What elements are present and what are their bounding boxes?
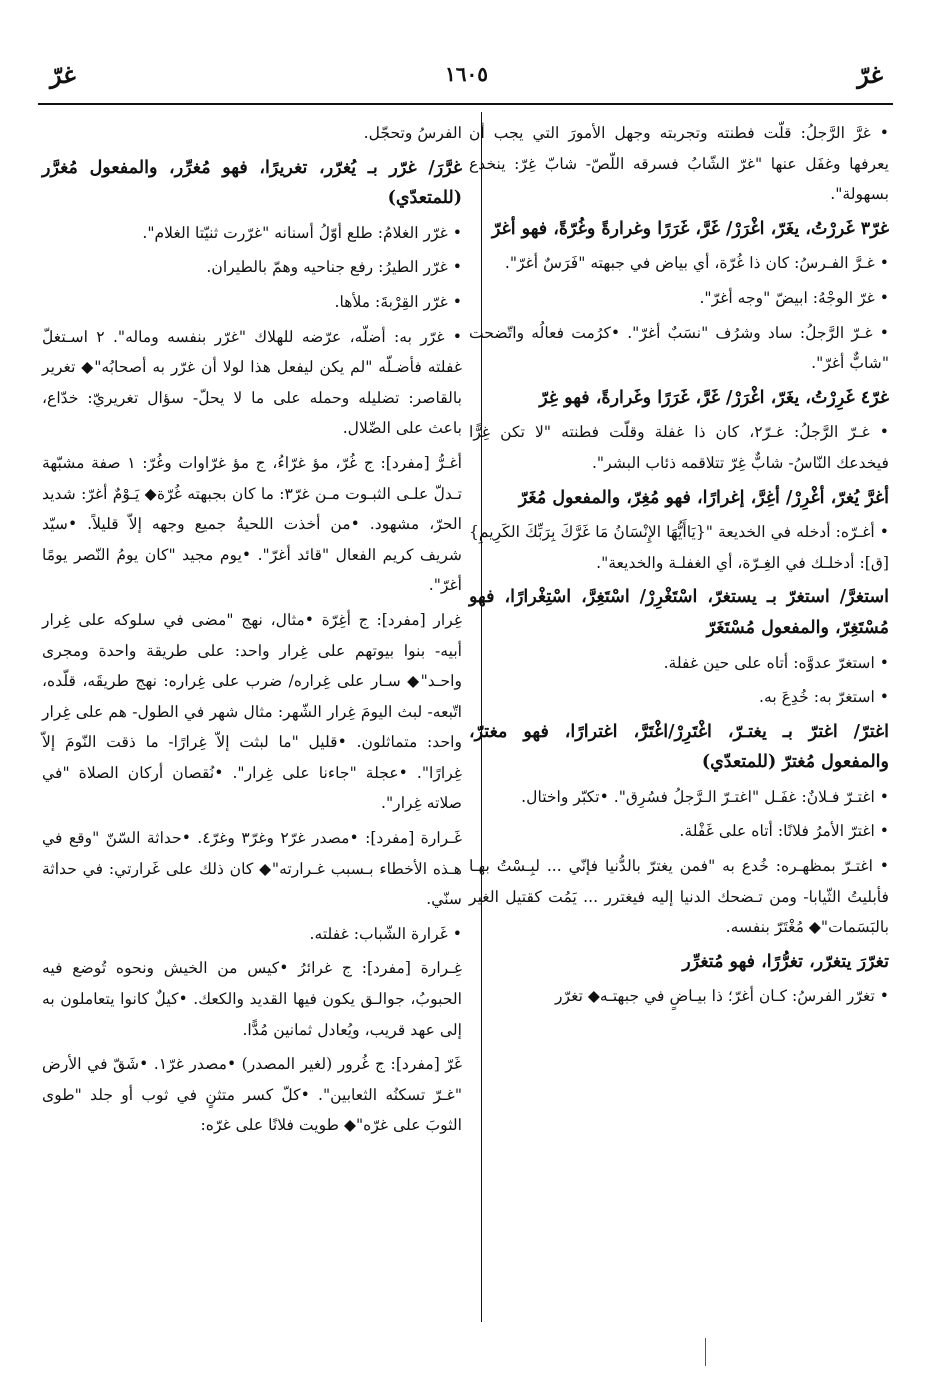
scan-mark (705, 1338, 706, 1366)
page-number: ١٦٠٥ (445, 62, 488, 86)
entry-paragraph: غِـرارة [مفرد]: ج غرائرُ •كيس من الخيش ونحوه تُوضع فيه الحبوبُ، جوالـق يكون فيها القديد والكعك. •كيلٌ كانوا يتعاملون به إلى عهد قريب، ويُعادل ثمانين مُدًّا. (42, 959, 462, 1039)
entry-paragraph: • غرّر الغلامُ: طلع أوّلُ أسنانه "غرّرت ثنيّتا الغلام". (142, 223, 462, 242)
entry-paragraph: • غرّر به: أضلّه، عرّضه للهلاك "غرّر بنفسه وماله". ٢ اسـتغلّ غفلته فأضـلّه "لم يكن ليفعل هذا لولا أن غرّر به أصحابُه"◆ تغرير بالقاصر: تضليله وحمله على ما لا يحلّ- سؤال تغريريّ: خدّاع، باعث على الضّلال. (42, 327, 462, 438)
entry-headword: استغرَّ/ استغرّ بـ يستغرّ، اسْتَغْرِرْ/ اسْتَغِرَّ، اسْتِغْرارًا، فهو مُسْتَغِرّ، والمفعول مُسْتَغَرّ (469, 587, 889, 638)
entry-paragraph: • غرّر القِرْبةَ: ملأها. (334, 292, 462, 311)
entry-paragraph: • غـرّ الرَّجلُ: ساد وشرُف "نسَبٌ أغرّ". •كرُمت فعالُه واتّضحت "شابٌّ أغرّ". (469, 323, 889, 373)
entry-paragraph: • اغتـرّ فـلانٌ: غفَـل "اغتـرّ الـرَّجلُ فسُرِق". •تكبّر واختال. (521, 787, 889, 806)
entry-paragraph: • غرَّ الرَّجلُ: قلّت فطنته وتجربته وجهل الأمورَ التي يجب أن يعرفها وغفَل عنها "غرّ الشّابُ فسرقه اللّصّ- شابّ غِرّ: ينخدع بسهولة". (469, 124, 889, 204)
header-rule (38, 103, 893, 105)
entry-paragraph: • غـرّ الرَّجلُ: غـرّ٢، كان ذا غفلة وقلّت فطنته "لا تكن غِرًّا فيخدعك النّاسُ- شابٌّ غِرّ تتلاقمه ذئاب البشر". (469, 423, 889, 472)
entry-headword: تغرّرَ يتغرّر، تغرُّرًا، فهو مُتغرِّر (682, 951, 889, 972)
entry-headword: غرّ٤ غَرِرْتُ، يغَرّ، اغْرَرْ/ غَرَّ، غَرَرًا وغَرارةً، فهو غِرّ (539, 387, 889, 408)
entry-paragraph: • غـرَّ الفـرسُ: كان ذا غُرّة، أي بياض في جبهته "فَرَسٌ أغرّ". (504, 254, 889, 273)
header-guide-word-left: غرّ (50, 60, 76, 89)
entry-paragraph: أغـرُّ [مفرد]: ج غُرّ، مؤ غرّاءُ، ج مؤ غرّاوات وغُرّ: ١ صفة مشبّهة تـدلّ علـى الثبـوت مـن غرّ٣: ما كان بجبهته غُرّة◆ يَـوْمٌ أغرّ: شديد الحرّ، مشهود. •من أخذت اللحيةُ جميع وجهه إلاّ قليلاً. •سيّد شريف كريم الفعال "قائد أغرّ". •يوم مجيد "كان يومُ النّصر يومًا أغرّ". (42, 453, 462, 595)
entry-headword: اغترّ/ اغترّ بـ يغتـرّ، اغْتَرِرْ/اغْتَرَّ، اغترارًا، فهو مغترّ، والمفعول مُغترّ (للمتعدّي) (469, 721, 889, 773)
entry-paragraph: • غَرارة الشّباب: غفلته. (309, 924, 462, 943)
entry-headword: غرَّرَ/ غرّر بـ يُغرّر، تغريرًا، فهو مُغرِّر، والمفعول مُغرَّر (للمتعدّي) (42, 157, 462, 209)
right-column (469, 118, 889, 1016)
entry-paragraph: • غرّ الوجْهُ: ابيضّ "وجه أغرّ". (699, 288, 889, 307)
entry-paragraph: الفرسُ وتحجّل. (363, 124, 462, 142)
entry-paragraph: • استغرّ به: خُدِعَ به. (759, 688, 889, 707)
entry-paragraph: • اغتـرّ بمظهـره: خُدع به "فمن يغترّ بالدُّنيا فإنّي ... لبِـسْتُ بهـا فأبليتُ الثّيابا- ومن تـضحك الدنيا إليه فيغترر ... يَمُت كقتيل الغير بالبَسَمات"◆ مُغْتَرّ بنفسه. (469, 857, 889, 937)
left-column (42, 118, 462, 1145)
entry-paragraph: • اغترّ الأمرُ فلانًا: أتاه على غَفْلة. (679, 822, 889, 841)
entry-paragraph: غَـرارة [مفرد]: •مصدر غرّ٢ وغرّ٣ وغرّ٤. •حداثة السّنّ "وقع في هـذه الأخطاء بـسبب غـرارته"◆ كان ذلك على غَرارتي: في حداثة سنّي. (42, 829, 463, 909)
entry-headword: غرّ٣ غَررْتُ، يغَرّ، اغْرَرْ/ غَرَّ، غَرَرًا وغرارةً وغُرّةً، فهو أغرّ (491, 218, 889, 239)
entry-headword: أغرَّ يُغرّ، أغْرِرْ/ أغِرَّ، إغرارًا، فهو مُغِرّ، والمفعول مُغَرّ (518, 487, 889, 508)
entry-paragraph: • غرّر الطيرُ: رفع جناحيه وهمّ بالطيران. (206, 258, 462, 277)
entry-paragraph: • استغرّ عدوَّه: أتاه على حين غفلة. (663, 653, 889, 672)
entry-paragraph: غَرّ [مفرد]: ج غُرور (لغير المصدر) •مصدر غرّ١. •شَقّ في الأرض "غـرّ تسكنُه الثعابين". •كلّ كسر متثنٍ في ثوب أو جلد "طوى الثوبَ على غرّه"◆ طويت فلانًا على غرّه: (42, 1055, 463, 1135)
page-header (40, 58, 893, 98)
header-guide-word-right: غرّ (857, 60, 883, 89)
entry-paragraph: • تغرّر الفرسُ: كـان أغرّ؛ ذا بيـاضٍ في جبهتـه◆ تغرّر (554, 987, 889, 1006)
entry-paragraph: غِرار [مفرد]: ج أغِرّة •مثال، نهج "مضى في سلوكه على غِرار أبيه- بنوا بيوتهم على غِرار واحد: على طريقة واحدة ومجرى واحـد"◆ سـار على غِراره/ ضرب على غِراره: نهج طريقَه، قلّده، اتّبعه- لبث اليومَ غِرار الشّهر: مثال شهر في الطول- هم على غِرار واحد: متماثلون. •قليل "ما لبثت إلاّ غِرارًا- ما ذقت النّومَ إلاّ غِرارًا". •عجلة "جاءنا على غِرار". •نُقصان أركان الصلاة "في صلاته غِرار". (42, 610, 462, 813)
entry-paragraph: • أغـرّه: أدخله في الخديعة "{يَاأَيُّهَا الإِنْسَانُ مَا غَرَّكَ بِرَبِّكَ الكَرِيمِ} [ق]: أدخلـك في الغِـرّة، أي الغفلـة والخديعة". (469, 523, 889, 572)
